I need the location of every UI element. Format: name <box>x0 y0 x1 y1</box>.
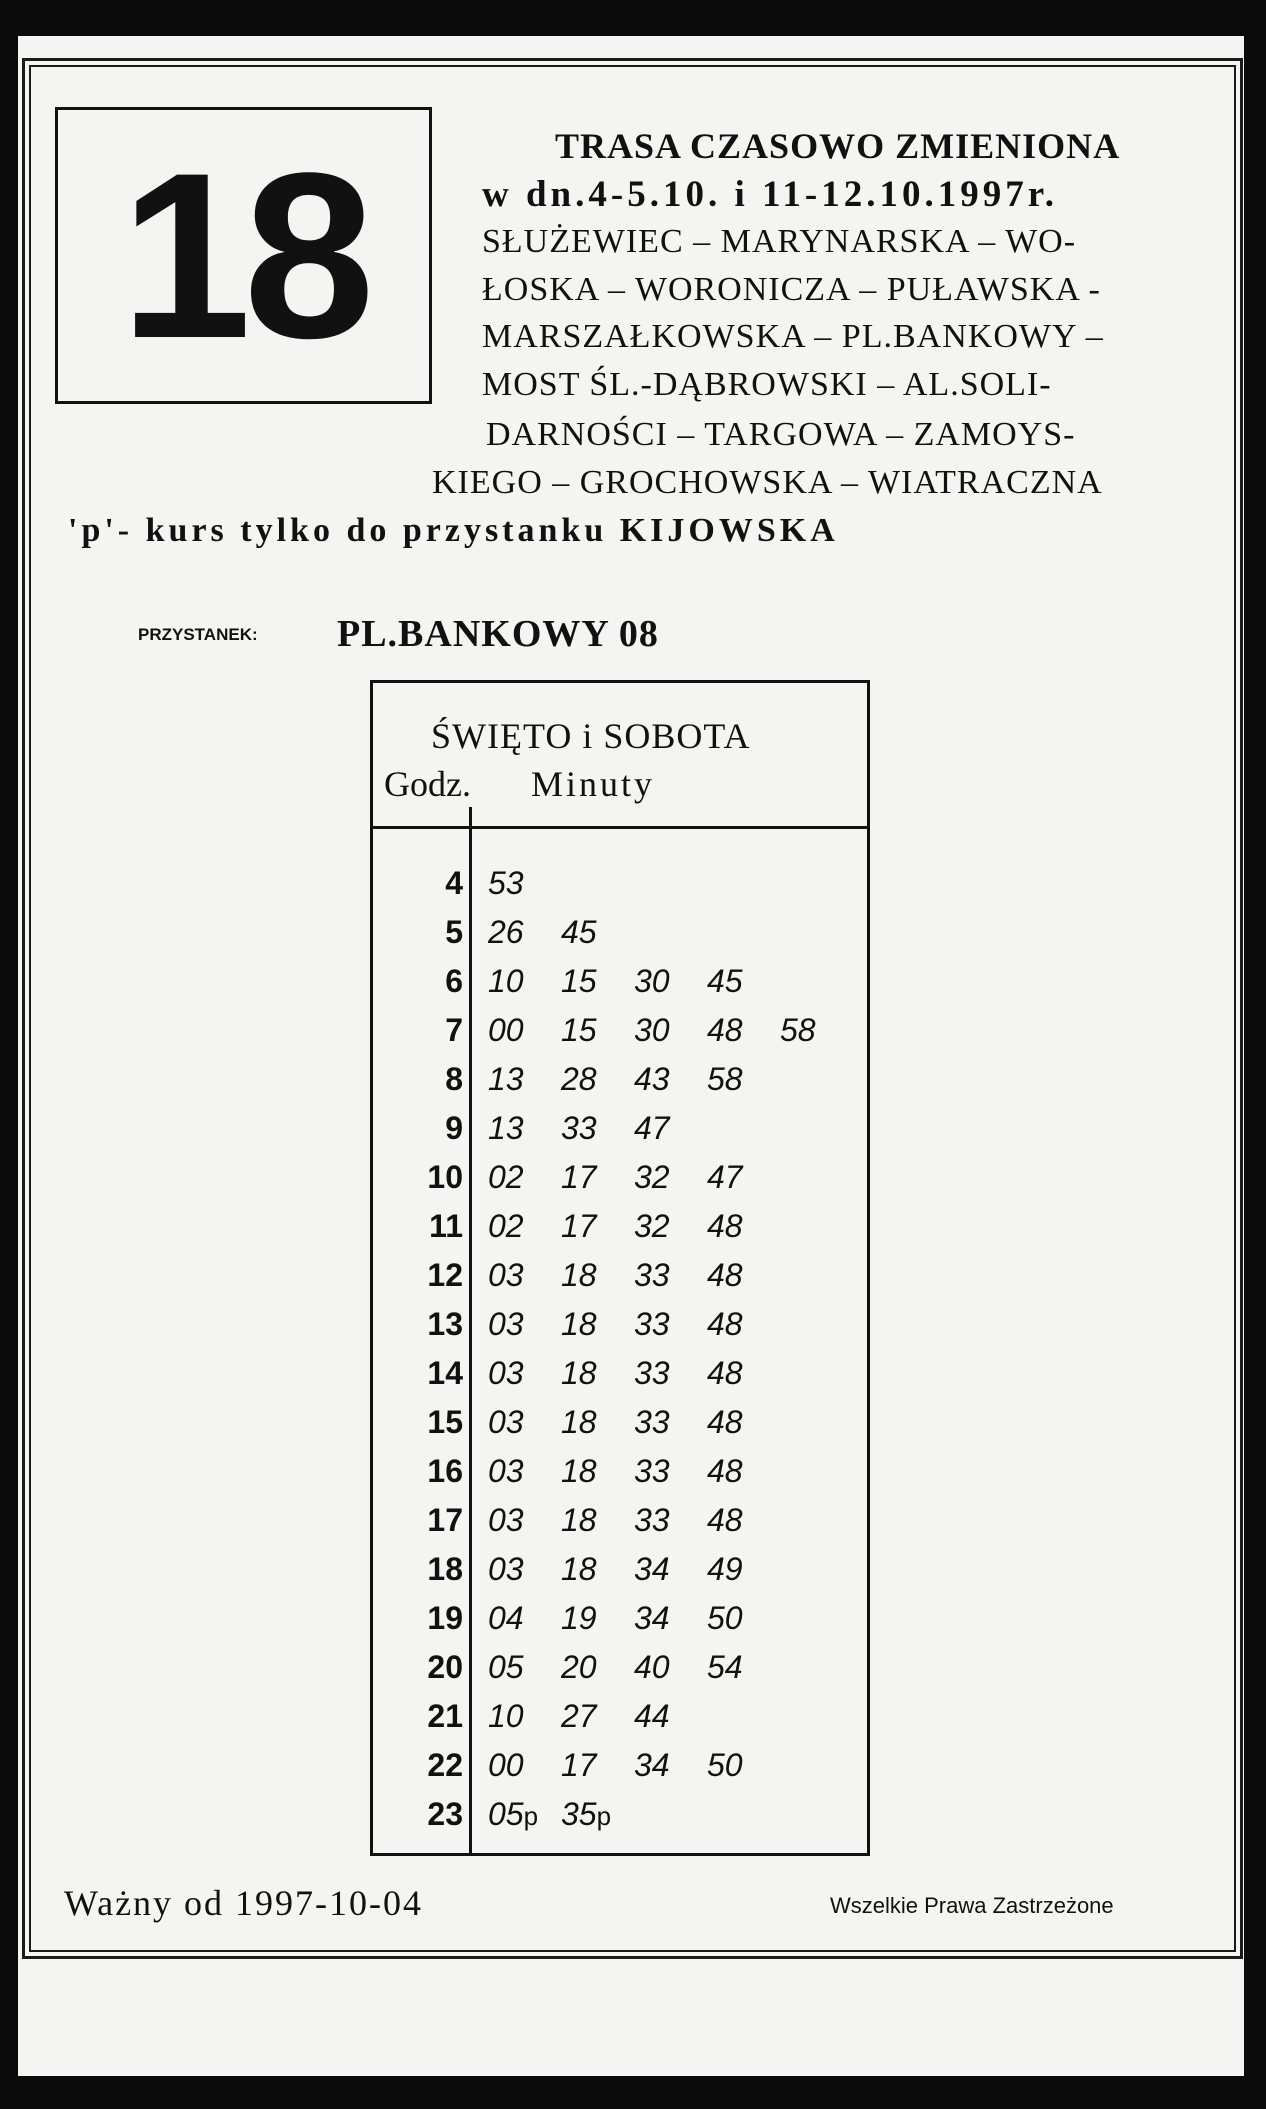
table-row <box>373 1202 867 1251</box>
departure-minute: 50 <box>707 1747 743 1783</box>
departure-minute: 18 <box>561 1306 597 1342</box>
hour-cell: 17 <box>427 1502 463 1538</box>
route-line-2: ŁOSKA – WORONICZA – PUŁAWSKA - <box>482 271 1101 308</box>
minutes-cell <box>488 1496 780 1551</box>
table-row <box>373 957 867 1006</box>
route-notice-dates: w dn.4-5.10. i 11-12.10.1997r. <box>482 174 1059 215</box>
departure-minute: 34 <box>634 1600 670 1636</box>
departure-minute: 18 <box>561 1257 597 1293</box>
hour-cell: 12 <box>427 1257 463 1293</box>
table-row <box>373 1006 867 1055</box>
departure-minute: 48 <box>707 1257 743 1293</box>
departure-minute: 43 <box>634 1061 670 1097</box>
departure-minute: 18 <box>561 1453 597 1489</box>
departure-minute: 34 <box>634 1747 670 1783</box>
departure-minute: 33 <box>634 1502 670 1538</box>
departure-minute: 30 <box>634 1012 670 1048</box>
departure-minute: 03 <box>488 1453 524 1489</box>
table-row <box>373 1790 867 1839</box>
departure-minute: 30 <box>634 963 670 999</box>
departure-minute: 45 <box>707 963 743 999</box>
table-row <box>373 1104 867 1153</box>
route-line-4: MOST ŚL.-DĄBROWSKI – AL.SOLI- <box>482 366 1052 403</box>
minutes-cell <box>488 1055 780 1110</box>
route-notice-title: TRASA CZASOWO ZMIENIONA <box>555 126 1121 166</box>
hour-cell: 19 <box>427 1600 463 1636</box>
hour-cell: 21 <box>427 1698 463 1734</box>
departure-minute: 33 <box>634 1306 670 1342</box>
departure-minute: 33 <box>561 1110 597 1146</box>
route-line-1: SŁUŻEWIEC – MARYNARSKA – WO- <box>482 223 1077 260</box>
departure-minute: 48 <box>707 1208 743 1244</box>
hour-cell: 23 <box>427 1796 463 1832</box>
departure-minute: 04 <box>488 1600 524 1636</box>
hour-cell: 11 <box>429 1208 463 1244</box>
minutes-cell <box>488 1006 853 1061</box>
departure-minute: 47 <box>634 1110 670 1146</box>
valid-from: Ważny od 1997-10-04 <box>64 1883 424 1923</box>
table-row <box>373 1692 867 1741</box>
minutes-cell <box>488 1398 780 1453</box>
departure-minute: 35p <box>561 1796 612 1832</box>
hour-cell: 10 <box>427 1159 463 1195</box>
departure-minute: 48 <box>707 1355 743 1391</box>
departure-minute: 32 <box>634 1208 670 1244</box>
departure-minute: 17 <box>561 1747 597 1783</box>
hour-cell: 15 <box>427 1404 463 1440</box>
table-row <box>373 908 867 957</box>
table-row <box>373 1741 867 1790</box>
table-row <box>373 1594 867 1643</box>
minutes-column-header: Minuty <box>531 764 656 804</box>
line-number-box <box>55 107 432 404</box>
departure-minute: 03 <box>488 1502 524 1538</box>
departure-minute: 05 <box>488 1649 524 1685</box>
hour-cell: 5 <box>445 914 463 950</box>
departure-minute: 18 <box>561 1404 597 1440</box>
departure-minute: 03 <box>488 1404 524 1440</box>
hour-cell: 18 <box>427 1551 463 1587</box>
departure-minute: 20 <box>561 1649 597 1685</box>
minutes-cell <box>488 859 561 914</box>
departure-minute: 02 <box>488 1208 524 1244</box>
departure-minute: 19 <box>561 1600 597 1636</box>
departure-minute: 13 <box>488 1110 524 1146</box>
departure-minute: 03 <box>488 1551 524 1587</box>
departure-minute: 00 <box>488 1012 524 1048</box>
hour-cell: 6 <box>445 963 463 999</box>
departure-minute: 32 <box>634 1159 670 1195</box>
departure-minute: 10 <box>488 963 524 999</box>
hour-cell: 4 <box>445 865 463 901</box>
minutes-cell <box>488 1643 780 1698</box>
table-row <box>373 1153 867 1202</box>
departure-minute: 17 <box>561 1208 597 1244</box>
hour-cell: 8 <box>445 1061 463 1097</box>
minutes-cell <box>488 1349 780 1404</box>
departure-minute: 00 <box>488 1747 524 1783</box>
line-number: 18 <box>120 123 367 388</box>
departure-table <box>370 680 870 1856</box>
departure-minute: 33 <box>634 1355 670 1391</box>
departure-minute: 58 <box>780 1012 816 1048</box>
minutes-cell <box>488 1202 780 1257</box>
stop-name: PL.BANKOWY 08 <box>337 613 659 655</box>
minutes-cell <box>488 1104 707 1159</box>
hour-cell: 13 <box>427 1306 463 1342</box>
departure-minute: 03 <box>488 1257 524 1293</box>
departure-minute: 44 <box>634 1698 670 1734</box>
minutes-cell <box>488 1300 780 1355</box>
departure-minute: 18 <box>561 1551 597 1587</box>
table-row <box>373 1496 867 1545</box>
departure-minute: 15 <box>561 1012 597 1048</box>
departure-minute: 48 <box>707 1502 743 1538</box>
departure-minute: 26 <box>488 914 524 950</box>
partial-run-marker: p <box>523 1801 539 1831</box>
table-row <box>373 859 867 908</box>
hour-cell: 22 <box>427 1747 463 1783</box>
route-line-3: MARSZAŁKOWSKA – PL.BANKOWY – <box>482 318 1104 355</box>
departure-minute: 27 <box>561 1698 597 1734</box>
departure-minute: 13 <box>488 1061 524 1097</box>
table-row <box>373 1447 867 1496</box>
departure-minute: 48 <box>707 1306 743 1342</box>
departure-minute: 53 <box>488 865 524 901</box>
departure-minute: 50 <box>707 1600 743 1636</box>
route-line-6: KIEGO – GROCHOWSKA – WIATRACZNA <box>432 464 1103 501</box>
table-row <box>373 1300 867 1349</box>
minutes-cell <box>488 1153 780 1208</box>
departure-minute: 05p <box>488 1796 539 1832</box>
departure-minute: 40 <box>634 1649 670 1685</box>
departure-minute: 48 <box>707 1453 743 1489</box>
stop-label: PRZYSTANEK: <box>138 625 258 644</box>
departure-minute: 49 <box>707 1551 743 1587</box>
minutes-cell <box>488 908 634 963</box>
departure-minute: 48 <box>707 1404 743 1440</box>
day-type: ŚWIĘTO i SOBOTA <box>431 716 751 756</box>
table-row <box>373 1643 867 1692</box>
minutes-cell <box>488 1447 780 1502</box>
hours-column-header: Godz. <box>384 764 471 804</box>
departure-minute: 02 <box>488 1159 524 1195</box>
table-row <box>373 1055 867 1104</box>
minutes-cell <box>488 957 780 1012</box>
minutes-cell <box>488 1545 780 1600</box>
departure-minute: 18 <box>561 1355 597 1391</box>
table-row <box>373 1251 867 1300</box>
departure-minute: 15 <box>561 963 597 999</box>
departure-minute: 33 <box>634 1453 670 1489</box>
table-row <box>373 1398 867 1447</box>
departure-rows <box>373 859 867 1839</box>
hour-cell: 20 <box>427 1649 463 1685</box>
departure-minute: 33 <box>634 1257 670 1293</box>
departure-minute: 03 <box>488 1306 524 1342</box>
table-header <box>373 683 867 829</box>
hour-cell: 14 <box>427 1355 463 1391</box>
departure-minute: 34 <box>634 1551 670 1587</box>
departure-minute: 45 <box>561 914 597 950</box>
table-row <box>373 1545 867 1594</box>
table-row <box>373 1349 867 1398</box>
departure-minute: 33 <box>634 1404 670 1440</box>
partial-run-note: 'p'- kurs tylko do przystanku KIJOWSKA <box>68 512 839 549</box>
minutes-cell <box>488 1790 634 1845</box>
departure-minute: 03 <box>488 1355 524 1391</box>
partial-run-marker: p <box>596 1801 612 1831</box>
departure-minute: 18 <box>561 1502 597 1538</box>
hour-cell: 9 <box>445 1110 463 1146</box>
minutes-cell <box>488 1692 707 1747</box>
rights-notice: Wszelkie Prawa Zastrzeżone <box>830 1893 1114 1918</box>
minutes-cell <box>488 1594 780 1649</box>
hour-cell: 16 <box>427 1453 463 1489</box>
departure-minute: 10 <box>488 1698 524 1734</box>
departure-minute: 48 <box>707 1012 743 1048</box>
minutes-cell <box>488 1741 780 1796</box>
departure-minute: 28 <box>561 1061 597 1097</box>
departure-minute: 17 <box>561 1159 597 1195</box>
departure-minute: 47 <box>707 1159 743 1195</box>
minutes-cell <box>488 1251 780 1306</box>
hour-cell: 7 <box>445 1012 463 1048</box>
route-line-5: DARNOŚCI – TARGOWA – ZAMOYS- <box>486 416 1076 453</box>
departure-minute: 58 <box>707 1061 743 1097</box>
departure-minute: 54 <box>707 1649 743 1685</box>
